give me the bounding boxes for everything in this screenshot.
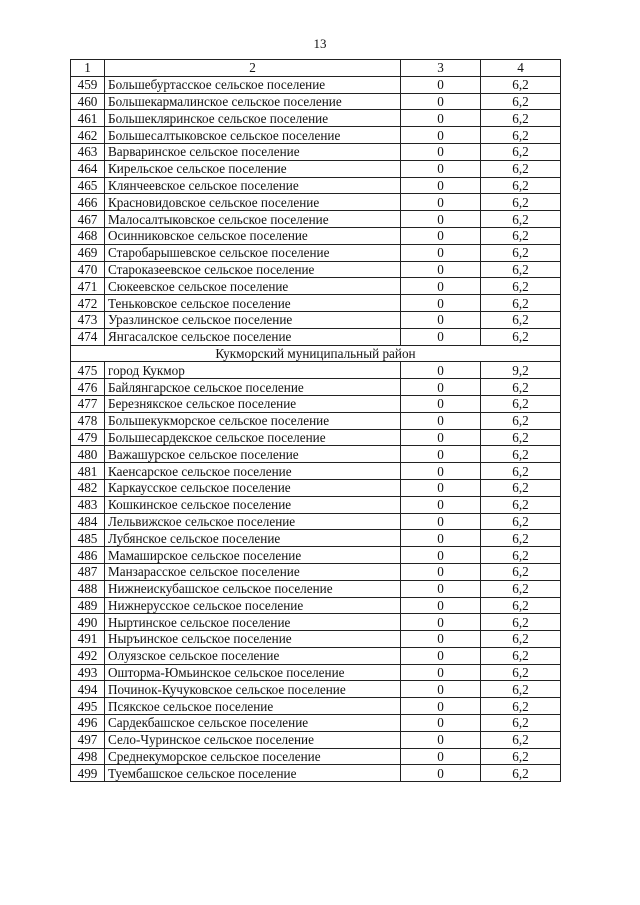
column-4-value: 6,2 — [481, 765, 561, 782]
row-number: 460 — [71, 93, 105, 110]
row-number: 484 — [71, 513, 105, 530]
row-number: 491 — [71, 631, 105, 648]
table-row — [71, 563, 561, 580]
table-row — [71, 597, 561, 614]
column-4-value: 6,2 — [481, 446, 561, 463]
section-title: Кукморский муниципальный район — [71, 345, 561, 362]
row-number: 462 — [71, 127, 105, 144]
table-row — [71, 429, 561, 446]
table-row — [71, 295, 561, 312]
settlement-name: Ныръинское сельское поселение — [105, 631, 401, 648]
column-4-value: 6,2 — [481, 127, 561, 144]
column-3-value: 0 — [401, 547, 481, 564]
column-3-value: 0 — [401, 614, 481, 631]
column-3-value: 0 — [401, 496, 481, 513]
table-row — [71, 127, 561, 144]
column-4-value: 6,2 — [481, 715, 561, 732]
column-header-1: 1 — [71, 60, 105, 77]
settlement-name: Большекукморское сельское поселение — [105, 412, 401, 429]
column-3-value: 0 — [401, 698, 481, 715]
row-number: 468 — [71, 227, 105, 244]
table-row — [71, 412, 561, 429]
column-4-value: 6,2 — [481, 177, 561, 194]
table-row — [71, 580, 561, 597]
settlement-name: Псякское сельское поселение — [105, 698, 401, 715]
column-4-value: 6,2 — [481, 513, 561, 530]
column-3-value: 0 — [401, 76, 481, 93]
settlement-name: Большекляринское сельское поселение — [105, 110, 401, 127]
column-3-value: 0 — [401, 563, 481, 580]
settlement-name: Уразлинское сельское поселение — [105, 311, 401, 328]
settlement-name: Ныртинское сельское поселение — [105, 614, 401, 631]
row-number: 496 — [71, 715, 105, 732]
column-4-value: 6,2 — [481, 580, 561, 597]
table-row — [71, 194, 561, 211]
column-3-value: 0 — [401, 244, 481, 261]
row-number: 469 — [71, 244, 105, 261]
row-number: 471 — [71, 278, 105, 295]
table-row — [71, 261, 561, 278]
column-4-value: 6,2 — [481, 278, 561, 295]
table-row — [71, 93, 561, 110]
settlement-name: Байлянгарское сельское поселение — [105, 379, 401, 396]
row-number: 479 — [71, 429, 105, 446]
column-3-value: 0 — [401, 731, 481, 748]
table-row — [71, 177, 561, 194]
column-4-value: 6,2 — [481, 631, 561, 648]
column-4-value: 6,2 — [481, 93, 561, 110]
column-4-value: 6,2 — [481, 110, 561, 127]
settlement-name: Клянчеевское сельское поселение — [105, 177, 401, 194]
settlement-name: Лельвижское сельское поселение — [105, 513, 401, 530]
row-number: 489 — [71, 597, 105, 614]
column-4-value: 9,2 — [481, 362, 561, 379]
table-row — [71, 278, 561, 295]
column-4-value: 6,2 — [481, 479, 561, 496]
settlement-name: Сардекбашское сельское поселение — [105, 715, 401, 732]
column-3-value: 0 — [401, 748, 481, 765]
column-header-2: 2 — [105, 60, 401, 77]
row-number: 499 — [71, 765, 105, 782]
settlement-name: Починок-Кучуковское сельское поселение — [105, 681, 401, 698]
table-row — [71, 748, 561, 765]
table-body-top — [71, 76, 561, 345]
row-number: 466 — [71, 194, 105, 211]
column-4-value: 6,2 — [481, 295, 561, 312]
row-number: 461 — [71, 110, 105, 127]
row-number: 486 — [71, 547, 105, 564]
row-number: 493 — [71, 664, 105, 681]
table-row — [71, 479, 561, 496]
column-3-value: 0 — [401, 362, 481, 379]
table-row — [71, 143, 561, 160]
settlement-name: Нижнерусское сельское поселение — [105, 597, 401, 614]
table-row — [71, 227, 561, 244]
row-number: 470 — [71, 261, 105, 278]
column-4-value: 6,2 — [481, 143, 561, 160]
column-4-value: 6,2 — [481, 160, 561, 177]
column-3-value: 0 — [401, 295, 481, 312]
table-row — [71, 530, 561, 547]
row-number: 463 — [71, 143, 105, 160]
column-3-value: 0 — [401, 412, 481, 429]
column-3-value: 0 — [401, 278, 481, 295]
settlement-name: Большебуртасское сельское поселение — [105, 76, 401, 93]
column-4-value: 6,2 — [481, 530, 561, 547]
table-row — [71, 110, 561, 127]
column-3-value: 0 — [401, 194, 481, 211]
column-header-3: 3 — [401, 60, 481, 77]
row-number: 467 — [71, 211, 105, 228]
row-number: 459 — [71, 76, 105, 93]
row-number: 497 — [71, 731, 105, 748]
column-3-value: 0 — [401, 160, 481, 177]
settlement-name: Осинниковское сельское поселение — [105, 227, 401, 244]
table-row — [71, 765, 561, 782]
table-row — [71, 160, 561, 177]
column-3-value: 0 — [401, 311, 481, 328]
column-3-value: 0 — [401, 110, 481, 127]
column-4-value: 6,2 — [481, 748, 561, 765]
row-number: 482 — [71, 479, 105, 496]
table-row — [71, 211, 561, 228]
row-number: 475 — [71, 362, 105, 379]
column-3-value: 0 — [401, 463, 481, 480]
section-header-group — [71, 345, 561, 362]
row-number: 472 — [71, 295, 105, 312]
column-3-value: 0 — [401, 446, 481, 463]
column-4-value: 6,2 — [481, 227, 561, 244]
settlement-name: Теньковское сельское поселение — [105, 295, 401, 312]
column-3-value: 0 — [401, 513, 481, 530]
table-row — [71, 715, 561, 732]
row-number: 476 — [71, 379, 105, 396]
column-4-value: 6,2 — [481, 412, 561, 429]
settlement-name: Красновидовское сельское поселение — [105, 194, 401, 211]
column-4-value: 6,2 — [481, 647, 561, 664]
settlement-name: Кошкинское сельское поселение — [105, 496, 401, 513]
row-number: 477 — [71, 395, 105, 412]
column-3-value: 0 — [401, 715, 481, 732]
settlement-name: Олуязское сельское поселение — [105, 647, 401, 664]
row-number: 481 — [71, 463, 105, 480]
column-4-value: 6,2 — [481, 244, 561, 261]
table-row — [71, 362, 561, 379]
column-4-value: 6,2 — [481, 731, 561, 748]
column-3-value: 0 — [401, 765, 481, 782]
column-3-value: 0 — [401, 479, 481, 496]
column-3-value: 0 — [401, 379, 481, 396]
row-number: 492 — [71, 647, 105, 664]
table-row — [71, 463, 561, 480]
column-3-value: 0 — [401, 143, 481, 160]
row-number: 464 — [71, 160, 105, 177]
column-4-value: 6,2 — [481, 547, 561, 564]
settlement-name: Березнякское сельское поселение — [105, 395, 401, 412]
settlement-name: Малосалтыковское сельское поселение — [105, 211, 401, 228]
column-3-value: 0 — [401, 681, 481, 698]
settlement-name: Нижнеискубашское сельское поселение — [105, 580, 401, 597]
settlement-name: город Кукмор — [105, 362, 401, 379]
row-number: 478 — [71, 412, 105, 429]
column-4-value: 6,2 — [481, 311, 561, 328]
row-number: 495 — [71, 698, 105, 715]
table-row — [71, 647, 561, 664]
row-number: 494 — [71, 681, 105, 698]
table-body-bottom — [71, 362, 561, 782]
column-3-value: 0 — [401, 328, 481, 345]
table-row — [71, 513, 561, 530]
settlement-name: Ошторма-Юмьинское сельское поселение — [105, 664, 401, 681]
table-row — [71, 446, 561, 463]
settlement-name: Большесардекское сельское поселение — [105, 429, 401, 446]
row-number: 483 — [71, 496, 105, 513]
table-row — [71, 547, 561, 564]
table-row — [71, 311, 561, 328]
column-header-4: 4 — [481, 60, 561, 77]
column-4-value: 6,2 — [481, 563, 561, 580]
settlement-name: Старобарышевское сельское поселение — [105, 244, 401, 261]
table-row — [71, 614, 561, 631]
table-row — [71, 731, 561, 748]
column-4-value: 6,2 — [481, 614, 561, 631]
column-4-value: 6,2 — [481, 76, 561, 93]
column-3-value: 0 — [401, 211, 481, 228]
settlements-table — [70, 59, 561, 782]
table-row — [71, 664, 561, 681]
row-number: 488 — [71, 580, 105, 597]
settlement-name: Сюкеевское сельское поселение — [105, 278, 401, 295]
row-number: 474 — [71, 328, 105, 345]
column-3-value: 0 — [401, 429, 481, 446]
column-4-value: 6,2 — [481, 681, 561, 698]
row-number: 473 — [71, 311, 105, 328]
settlement-name: Большесалтыковское сельское поселение — [105, 127, 401, 144]
table-row — [71, 698, 561, 715]
column-3-value: 0 — [401, 261, 481, 278]
column-3-value: 0 — [401, 177, 481, 194]
column-3-value: 0 — [401, 580, 481, 597]
table-row — [71, 681, 561, 698]
table-row — [71, 395, 561, 412]
table-header-row — [71, 60, 561, 77]
column-4-value: 6,2 — [481, 664, 561, 681]
column-3-value: 0 — [401, 631, 481, 648]
table-row — [71, 328, 561, 345]
column-4-value: 6,2 — [481, 395, 561, 412]
column-4-value: 6,2 — [481, 429, 561, 446]
settlement-name: Среднекуморское сельское поселение — [105, 748, 401, 765]
row-number: 487 — [71, 563, 105, 580]
column-3-value: 0 — [401, 664, 481, 681]
settlement-name: Староказеевское сельское поселение — [105, 261, 401, 278]
settlement-name: Кирельское сельское поселение — [105, 160, 401, 177]
settlement-name: Мамаширское сельское поселение — [105, 547, 401, 564]
settlement-name: Село-Чуринское сельское поселение — [105, 731, 401, 748]
settlement-name: Каркаусское сельское поселение — [105, 479, 401, 496]
settlement-name: Манзарасское сельское поселение — [105, 563, 401, 580]
column-3-value: 0 — [401, 597, 481, 614]
row-number: 480 — [71, 446, 105, 463]
column-4-value: 6,2 — [481, 211, 561, 228]
settlement-name: Важашурское сельское поселение — [105, 446, 401, 463]
table-row — [71, 631, 561, 648]
table-row — [71, 244, 561, 261]
column-3-value: 0 — [401, 395, 481, 412]
section-header-row — [71, 345, 561, 362]
column-3-value: 0 — [401, 127, 481, 144]
column-3-value: 0 — [401, 647, 481, 664]
page-number: 13 — [313, 36, 327, 51]
column-4-value: 6,2 — [481, 328, 561, 345]
column-4-value: 6,2 — [481, 463, 561, 480]
column-3-value: 0 — [401, 93, 481, 110]
settlement-name: Лубянское сельское поселение — [105, 530, 401, 547]
settlement-name: Варваринское сельское поселение — [105, 143, 401, 160]
row-number: 490 — [71, 614, 105, 631]
column-3-value: 0 — [401, 227, 481, 244]
row-number: 465 — [71, 177, 105, 194]
settlement-name: Каенсарское сельское поселение — [105, 463, 401, 480]
table-row — [71, 76, 561, 93]
settlement-name: Большекармалинское сельское поселение — [105, 93, 401, 110]
column-4-value: 6,2 — [481, 496, 561, 513]
column-4-value: 6,2 — [481, 261, 561, 278]
column-4-value: 6,2 — [481, 379, 561, 396]
column-4-value: 6,2 — [481, 194, 561, 211]
column-4-value: 6,2 — [481, 698, 561, 715]
column-3-value: 0 — [401, 530, 481, 547]
settlement-name: Янгасалское сельское поселение — [105, 328, 401, 345]
row-number: 498 — [71, 748, 105, 765]
row-number: 485 — [71, 530, 105, 547]
column-4-value: 6,2 — [481, 597, 561, 614]
settlement-name: Туембашское сельское поселение — [105, 765, 401, 782]
table-row — [71, 496, 561, 513]
table-row — [71, 379, 561, 396]
